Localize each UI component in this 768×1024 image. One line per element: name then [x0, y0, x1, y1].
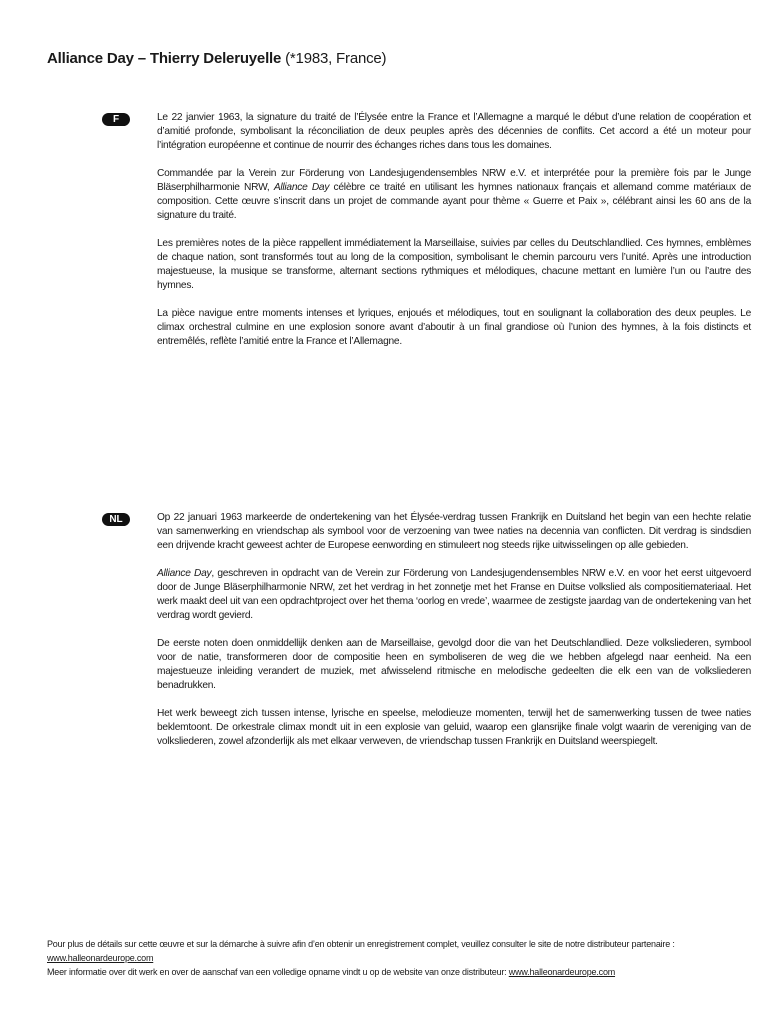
text: Op 22 januari 1963 markeerde de ondertekening van het Élysée-verdrag tussen Frankrijk en Duitsland het begin van een hechte relatie van samenwerking en vriendschap als symbool voor de verzoening van twee naties na decennia van conflicten. Dit verdrag is sindsdien een drijvende kracht geweest achter de Europese eenwording en stimuleert nog steeds rijke uitwisselingen op alle gebieden.: [157, 512, 751, 551]
text: Le 22 janvier 1963, la signature du traité de l’Élysée entre la France et l’Allemagne a marqué le début d’une relation de coopération et d’amitié profonde, symbolisant la réconciliation de deux peuples après des décennies de conflits. Cet accord a été un moteur pour l’intégration européenne et continue de nourrir des échanges riches dans tous les domaines.: [157, 112, 751, 151]
dutch-section: [109, 511, 751, 763]
language-badge-fr: F: [102, 113, 130, 126]
footer-nl-text: Meer informatie over dit werk en over de aanschaf van een volledige opname vindt u op de website van onze distributeur:: [47, 967, 509, 977]
work-title: Alliance Day: [273, 182, 330, 193]
distributor-link[interactable]: www.halleonardeurope.com: [508, 967, 616, 977]
title-main: Alliance Day – Thierry Deleruyelle: [47, 50, 282, 67]
footer-nl: [47, 965, 747, 979]
text: célèbre ce traité en utilisant les hymnes nationaux français et allemand comme matériaux de composition. Cette œuvre s’inscrit dans un projet de commande ayant pour thème « Guerre et Paix », célébrant ainsi les 60 ans de la signature du traité.: [157, 182, 752, 221]
work-title: Alliance Day: [157, 568, 212, 579]
footer-fr: [47, 937, 747, 965]
text: La pièce navigue entre moments intenses et lyriques, enjoués et mélodiques, tout en soulignant la collaboration des deux peuples. Le climax orchestral culmine en une explosion sonore avant d’aboutir à un final grandiose où l’union des hymnes, à la fois distincts et entremêlés, reflète l’amitié entre la France et l’Allemagne.: [157, 308, 751, 347]
footer: [47, 937, 747, 979]
text: , geschreven in opdracht van de Verein zur Förderung von Landesjugendensembles NRW e.V. en voor het eerst uitgevoerd door de Junge Bläserphilharmonie NRW, zet het verdrag in het zonnetje met het Franse en Duitse volkslied als compositiemateriaal. Het werk maakt deel uit van een opdrachtproject over het thema ‘oorlog en vrede’, waarmee de zestigste jaardag van de ondertekening van het verdrag wordt gevierd.: [157, 568, 751, 621]
text: Commandée par la Verein zur Förderung von Landesjugendensembles NRW e.V. et interprétée pour la première fois par le Junge Bläserphilharmonie NRW,: [157, 168, 751, 193]
paragraph: [157, 567, 751, 623]
french-section: [112, 111, 752, 363]
paragraph: [157, 707, 751, 749]
paragraph: [157, 307, 751, 349]
text: De eerste noten doen onmiddellijk denken aan de Marseillaise, gevolgd door die van het Deutschlandlied. Deze volksliederen, symbool voor de natie, transformeren door de compositie heen en symboliseren de weg die we hebben afgelegd naar eenheid. Na een majestueuze inleiding verandert de muziek, met afwisselend ritmische en melodische gedeelten die elk een van de volksliederen benadrukken.: [157, 638, 751, 691]
text: Les premières notes de la pièce rappellent immédiatement la Marseillaise, suivies par celles du Deutschlandlied. Ces hymnes, emblèmes de chaque nation, sont transformés tout au long de la composition, symbolisant le chemin parcouru vers l’unité. Après une introduction majestueuse, la musique se transforme, alternant sections rythmiques et mélodiques, chacune mettant en lumière l’un ou l’autre des hymnes.: [157, 238, 751, 291]
paragraph: [157, 511, 751, 553]
paragraph: [157, 237, 751, 293]
footer-fr-text: Pour plus de détails sur cette œuvre et sur la démarche à suivre afin d’en obtenir un enregistrement complet, veuillez consulter le site de notre distributeur partenaire :: [47, 939, 675, 949]
title-detail: (*1983, France): [285, 50, 387, 67]
language-badge-nl: NL: [102, 513, 130, 526]
text: Het werk beweegt zich tussen intense, lyrische en speelse, melodieuze momenten, terwijl het de samenwerking tussen de twee naties beklemtoont. De orkestrale climax mondt uit in een explosie van geluid, waarop een glansrijke finale volgt waarin de vereniging van de volksliederen, zowel afzonderlijk als met elkaar verweven, de vriendschap tussen Frankrijk en Duitsland weerspiegelt.: [157, 708, 751, 747]
paragraph: [157, 637, 751, 693]
distributor-link[interactable]: www.halleonardeurope.com: [47, 953, 154, 963]
paragraph: [157, 167, 751, 223]
paragraph: [157, 111, 751, 153]
page-title: [47, 50, 386, 67]
